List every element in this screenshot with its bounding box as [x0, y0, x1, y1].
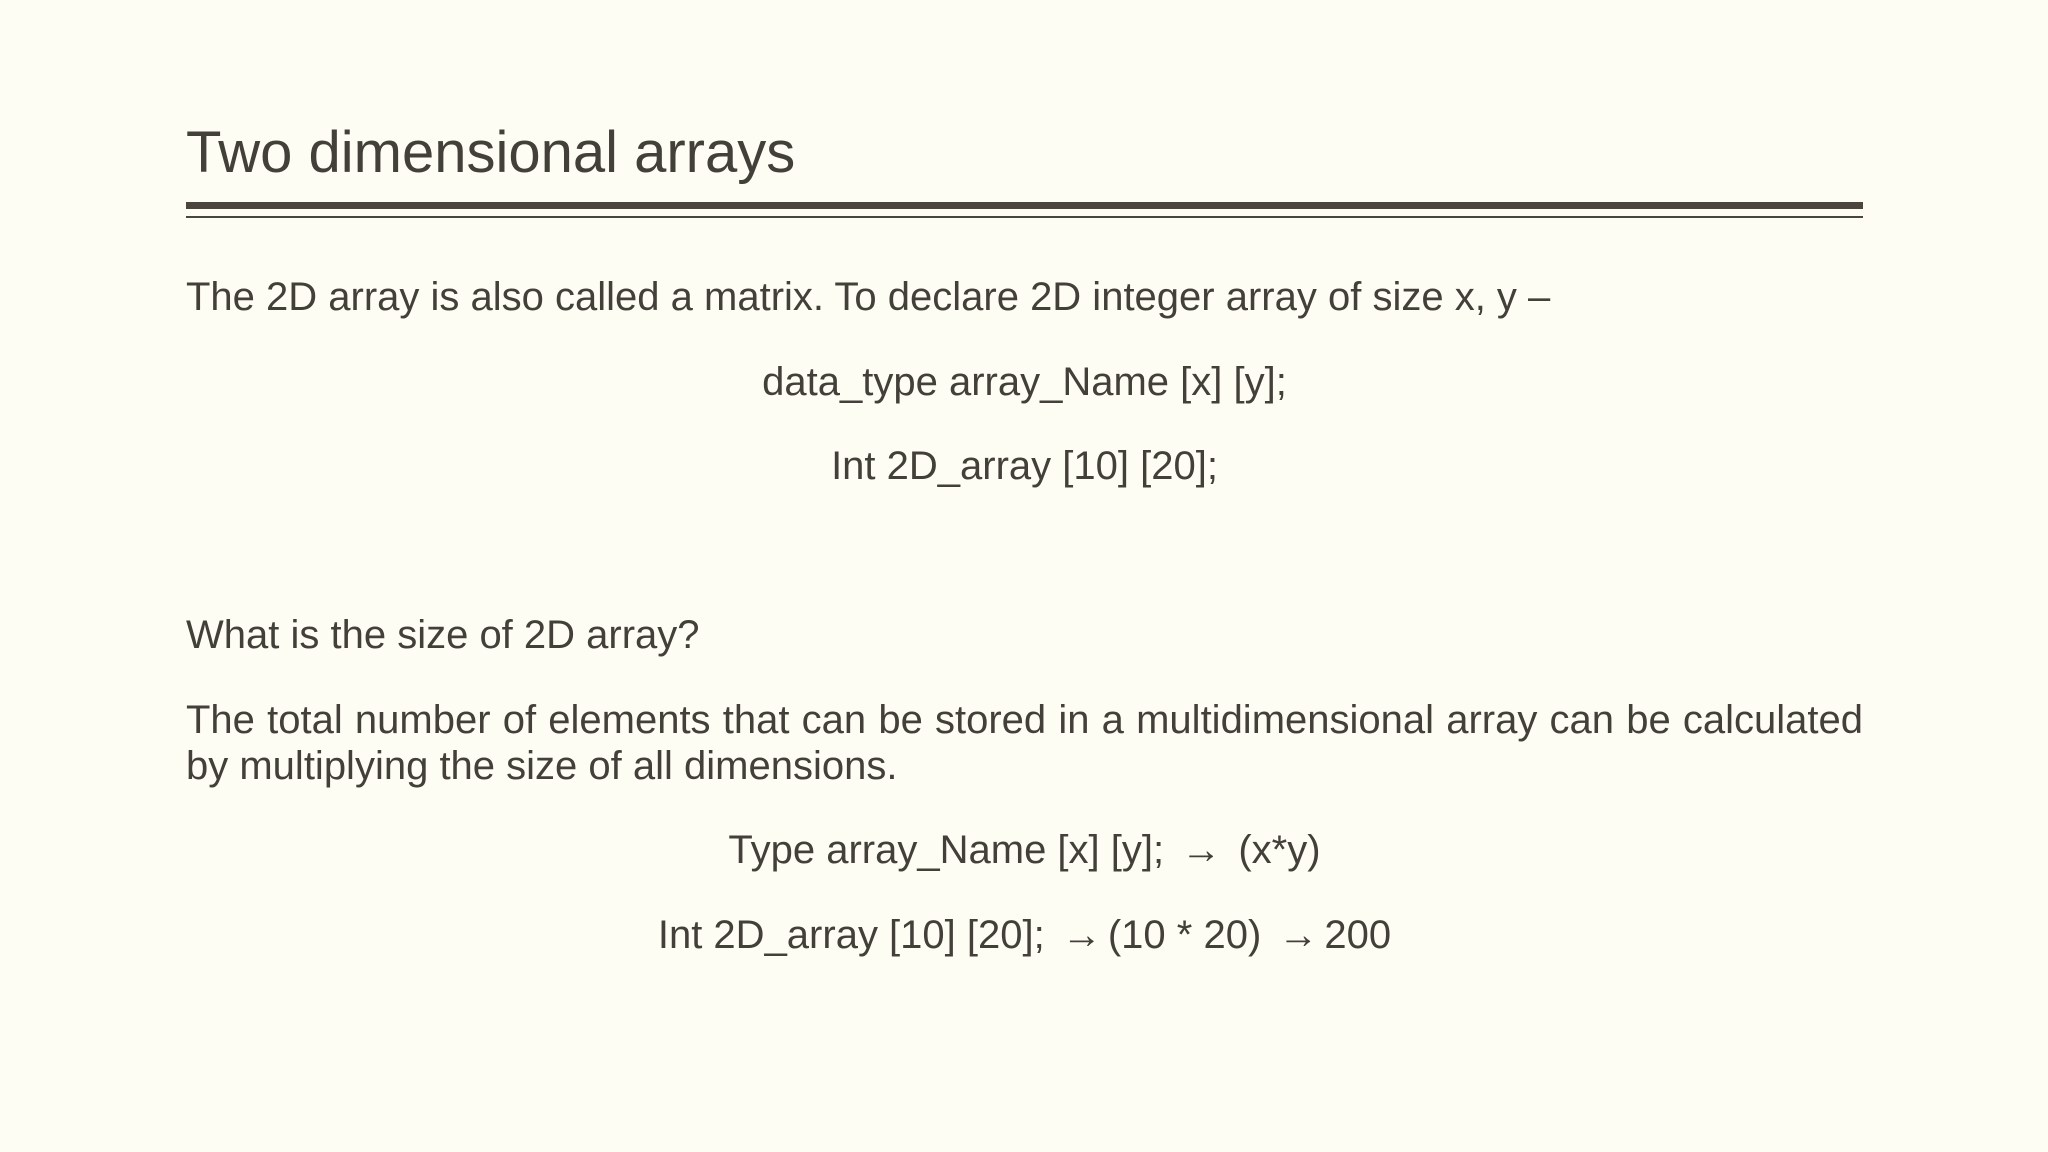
- formula-line: [186, 827, 1863, 873]
- arrow-right-icon: →: [1181, 828, 1222, 872]
- intro-text: The 2D array is also called a matrix. To declare 2D integer array of size x, y –: [186, 275, 1551, 319]
- example-line: Int 2D_array [10] [20];: [831, 444, 1218, 488]
- calculation-line: [186, 912, 1863, 958]
- arrow-right-icon: →: [1061, 913, 1102, 957]
- calc-left: Int 2D_array [10] [20];: [657, 913, 1045, 957]
- explanation-text: The total number of elements that can be stored in a multidimensional array can be calculated by multiplying the size of all dimensions.: [186, 698, 1863, 788]
- title-underline-thick: [186, 202, 1863, 209]
- formula-right: (x*y): [1238, 828, 1321, 872]
- slide-title: Two dimensional arrays: [186, 120, 796, 185]
- arrow-right-icon: →: [1278, 913, 1319, 957]
- calc-middle: (10 * 20): [1107, 913, 1262, 957]
- calc-result: 200: [1324, 913, 1392, 957]
- question-text: What is the size of 2D array?: [186, 613, 700, 657]
- title-underline-thin: [186, 216, 1863, 218]
- syntax-line: data_type array_Name [x] [y];: [762, 360, 1287, 404]
- formula-left: Type array_Name [x] [y];: [728, 828, 1165, 872]
